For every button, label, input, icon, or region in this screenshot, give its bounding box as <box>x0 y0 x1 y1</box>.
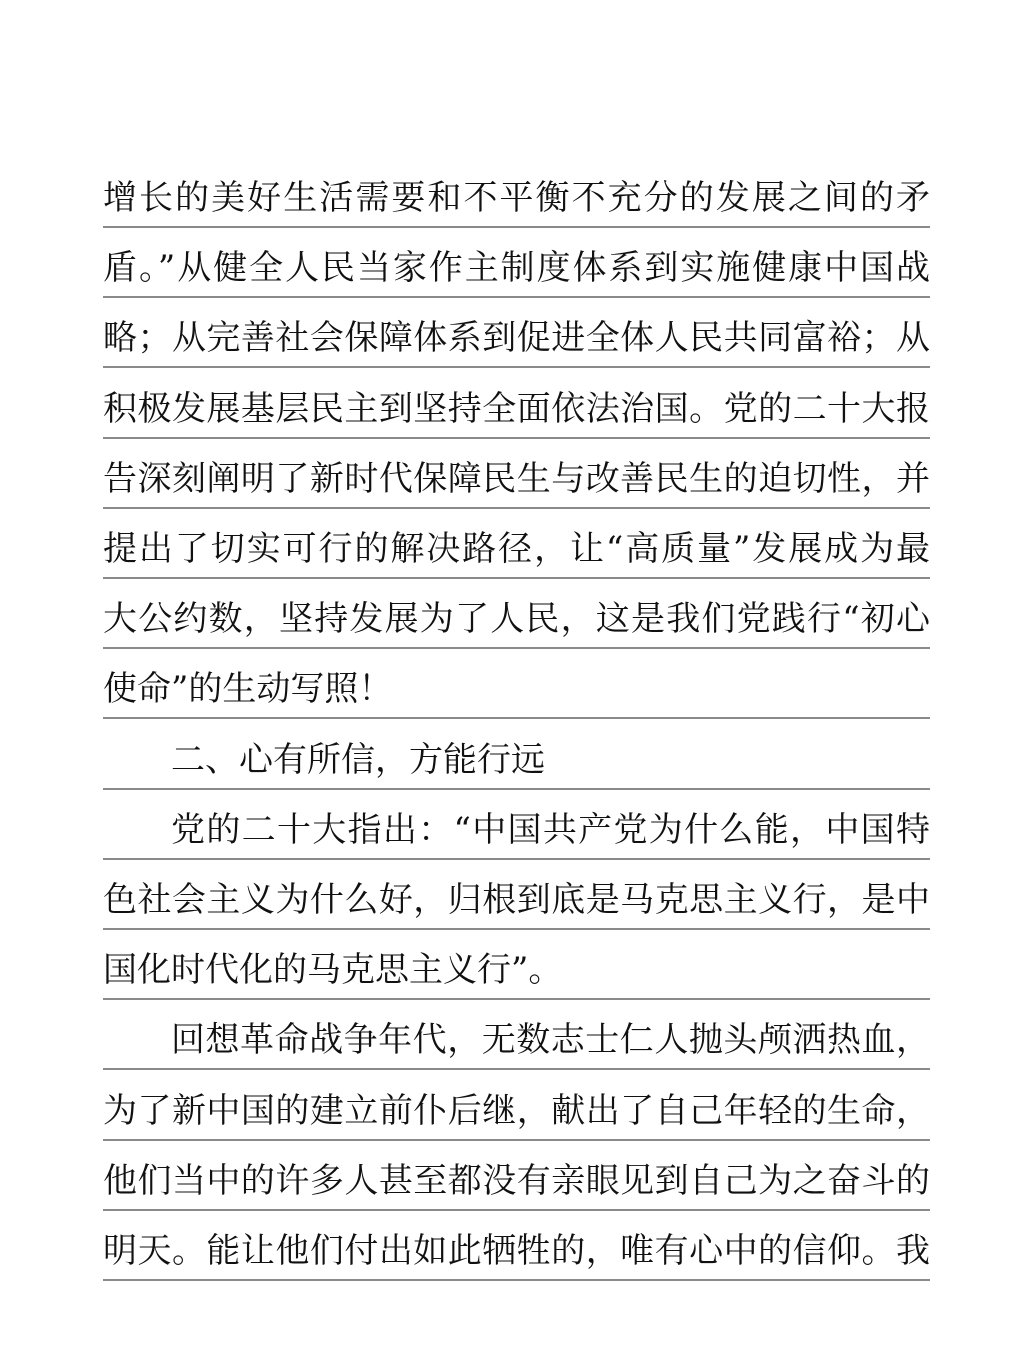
text-line: 他们当中的许多人甚至都没有亲眼见到自己为之奋斗的 <box>103 1161 930 1201</box>
text-line: 色社会主义为什么好，归根到底是马克思主义行，是中 <box>103 880 930 920</box>
ruled-line <box>103 1209 930 1211</box>
ruled-line <box>103 437 930 439</box>
ruled-line <box>103 1068 930 1070</box>
ruled-line <box>103 296 930 298</box>
ruled-line <box>103 647 930 649</box>
text-line: 明天。能让他们付出如此牺牲的，唯有心中的信仰。我 <box>103 1231 930 1271</box>
text-line: 国化时代化的马克思主义行”。 <box>103 950 563 990</box>
ruled-line <box>103 577 930 579</box>
text-line: 回想革命战争年代，无数志士仁人抛头颅洒热血， <box>171 1020 930 1060</box>
text-line: 积极发展基层民主到坚持全面依法治国。党的二十大报 <box>103 389 930 429</box>
ruled-line <box>103 1279 930 1281</box>
text-line: 党的二十大指出：“中国共产党为什么能，中国特 <box>171 810 930 850</box>
text-line: 告深刻阐明了新时代保障民生与改善民生的迫切性，并 <box>103 459 930 499</box>
text-line: 二、心有所信，方能行远 <box>171 740 545 780</box>
text-line: 大公约数，坚持发展为了人民，这是我们党践行“初心 <box>103 599 930 639</box>
ruled-line <box>103 226 930 228</box>
ruled-line <box>103 788 930 790</box>
text-line: 略；从完善社会保障体系到促进全体人民共同富裕；从 <box>103 318 930 358</box>
text-line: 增长的美好生活需要和不平衡不充分的发展之间的矛 <box>103 178 930 218</box>
ruled-line <box>103 717 930 719</box>
ruled-line <box>103 366 930 368</box>
ruled-line <box>103 1139 930 1141</box>
ruled-line <box>103 998 930 1000</box>
text-line: 为了新中国的建立前仆后继，献出了自己年轻的生命， <box>103 1091 930 1131</box>
ruled-line <box>103 858 930 860</box>
ruled-line <box>103 507 930 509</box>
text-line: 使命”的生动写照！ <box>103 669 393 709</box>
text-line: 盾。”从健全人民当家作主制度体系到实施健康中国战 <box>103 248 930 288</box>
text-line: 提出了切实可行的解决路径，让“高质量”发展成为最 <box>103 529 930 569</box>
ruled-line <box>103 928 930 930</box>
